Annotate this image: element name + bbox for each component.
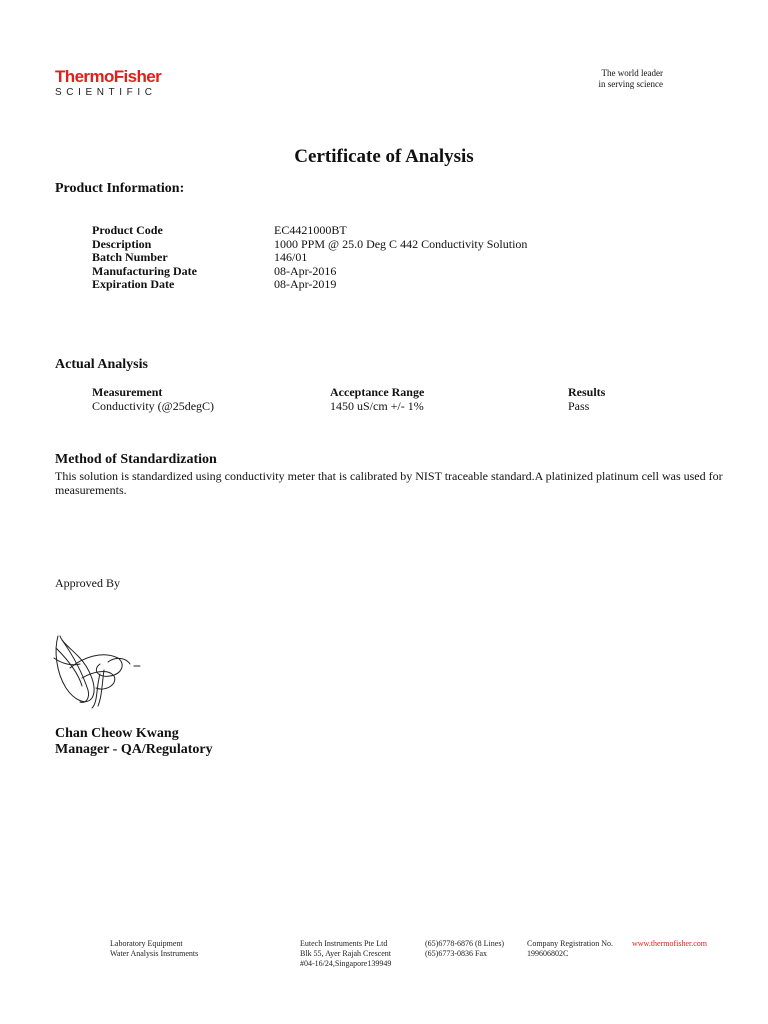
info-value: 08-Apr-2019 xyxy=(274,277,337,291)
footer-col-registration xyxy=(527,939,613,959)
footer-text: Eutech Instruments Pte Ltd xyxy=(300,939,388,948)
footer-text: 199606802C xyxy=(527,949,569,958)
footer-col-products xyxy=(110,939,198,959)
footer-text: (65)6778-6876 (8 Lines) xyxy=(425,939,505,948)
range-column xyxy=(330,385,424,413)
info-row-product-code xyxy=(92,224,527,238)
measurement-column xyxy=(92,385,214,413)
info-row-description xyxy=(92,238,527,252)
info-row-batch-number xyxy=(92,251,527,265)
info-value: 146/01 xyxy=(274,250,308,264)
signer-name: Chan Cheow Kwang xyxy=(55,726,179,741)
logo-subtitle: SCIENTIFIC xyxy=(55,87,157,98)
range-header: Acceptance Range xyxy=(330,385,425,399)
info-label: Product Code xyxy=(92,223,163,237)
info-value: EC4421000BT xyxy=(274,223,347,237)
info-row-manufacturing-date xyxy=(92,265,527,279)
info-label: Batch Number xyxy=(92,250,168,264)
tagline-line-1: The world leader xyxy=(601,68,663,78)
product-info-table xyxy=(92,224,527,292)
info-label: Manufacturing Date xyxy=(92,263,197,278)
footer-col-address xyxy=(300,939,391,969)
footer-col-phone xyxy=(425,939,504,959)
info-label: Description xyxy=(92,236,152,251)
signer-block xyxy=(55,726,213,758)
results-header: Results xyxy=(568,385,606,399)
method-heading: Method of Standardization xyxy=(55,452,217,467)
info-row-expiration-date xyxy=(92,278,527,292)
footer-text: Blk 55, Ayer Rajah Crescent xyxy=(300,949,392,958)
measurement-value: Conductivity (@25degC) xyxy=(92,399,215,413)
measurement-header: Measurement xyxy=(92,385,163,399)
range-value: 1450 uS/cm +/- 1% xyxy=(330,399,424,413)
info-label: Expiration Date xyxy=(92,277,175,291)
signature-image xyxy=(52,628,142,715)
footer-text: Laboratory Equipment xyxy=(110,939,183,948)
footer-text: Company Registration No. xyxy=(527,939,613,948)
logo-brand: ThermoFisher xyxy=(55,67,162,86)
info-value: 08-Apr-2016 xyxy=(274,263,337,278)
company-logo xyxy=(55,68,161,99)
analysis-heading: Actual Analysis xyxy=(55,357,148,372)
footer-text: Water Analysis Instruments xyxy=(110,949,199,958)
tagline xyxy=(599,68,663,90)
footer-text: #04-16/24,Singapore139949 xyxy=(300,959,392,968)
signer-role: Manager - QA/Regulatory xyxy=(55,742,213,757)
document-title: Certificate of Analysis xyxy=(294,146,474,167)
tagline-line-2: in serving science xyxy=(598,79,663,89)
method-text: This solution is standardized using conductivity meter that is calibrated by NIST traceable standard.A platinized platinum cell was used for measurements. xyxy=(55,469,723,497)
results-value: Pass xyxy=(568,399,590,413)
results-column xyxy=(568,385,605,413)
website-link[interactable]: www.thermofisher.com xyxy=(632,939,708,948)
info-value: 1000 PPM @ 25.0 Deg C 442 Conductivity Solution xyxy=(274,236,528,251)
footer-text: (65)6773-0836 Fax xyxy=(425,949,487,958)
product-info-heading: Product Information: xyxy=(55,181,185,196)
approved-by-label: Approved By xyxy=(55,576,120,590)
